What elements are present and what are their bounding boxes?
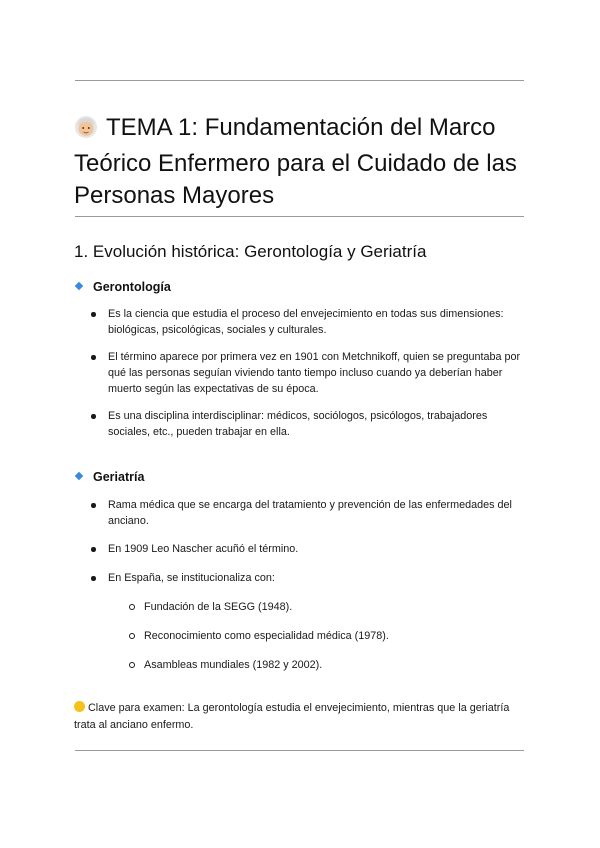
list-item-text: Rama médica que se encarga del tratamiento y prevención de las enfermedades del anciano. [108,499,512,527]
list-item [108,541,528,557]
list-item [108,497,528,529]
sub-list-item [144,628,524,644]
bullet-icon [91,547,96,552]
list-item-text: En 1909 Leo Nascher acuñó el término. [108,543,299,555]
bottom-divider [75,750,524,751]
list-item-text: El término aparece por primera vez en 1901 con Metchnikoff, quien se preguntaba por qué las personas seguían viviendo tanto tiempo incluso cuando ya deberían haber muerto según las expectativas de su época. [108,351,521,395]
diamond-bullet-icon [75,472,83,480]
older-person-icon [74,115,98,148]
list-item [108,408,528,440]
sub-list-item-text: Fundación de la SEGG (1948). [144,601,293,613]
bullet-icon [91,312,96,317]
diamond-bullet-icon [75,282,83,290]
top-divider [75,80,524,81]
yellow-circle-icon [74,701,85,712]
subsection-heading-gerontologia [76,279,171,295]
section-heading: 1. Evolución histórica: Gerontología y Geriatría [74,242,427,261]
exam-key-note [74,700,530,734]
title-divider [75,216,524,217]
subsection-heading-geriatria [76,469,144,485]
list-item-text: Es la ciencia que estudia el proceso del envejecimiento en todas sus dimensiones: biológicas, psicológicas, sociales y culturales. [108,308,504,336]
list-item [108,570,528,586]
list-item [108,306,528,338]
sub-list-item [144,599,524,615]
sub-list-item [144,657,524,673]
bullet-icon [91,576,96,581]
bullet-icon [91,355,96,360]
page-title [74,112,534,212]
list-item [108,349,528,397]
exam-key-note-text: Clave para examen: La gerontología estudia el envejecimiento, mientras que la geriatría trata al anciano enfermo. [74,702,510,731]
circle-bullet-icon [129,633,135,639]
circle-bullet-icon [129,604,135,610]
bullet-icon [91,414,96,419]
subsection-heading-text: Geriatría [93,470,145,484]
subsection-heading-text: Gerontología [93,280,171,294]
bullet-icon [91,503,96,508]
list-item-text: En España, se institucionaliza con: [108,572,275,584]
list-item-text: Es una disciplina interdisciplinar: médicos, sociólogos, psicólogos, trabajadores sociales, etc., pueden trabajar en ella. [108,410,488,438]
page-title-text: TEMA 1: Fundamentación del Marco Teórico Enfermero para el Cuidado de las Personas Mayores [74,114,517,209]
sub-list-item-text: Asambleas mundiales (1982 y 2002). [144,659,323,671]
sub-list-item-text: Reconocimiento como especialidad médica (1978). [144,630,389,642]
circle-bullet-icon [129,662,135,668]
